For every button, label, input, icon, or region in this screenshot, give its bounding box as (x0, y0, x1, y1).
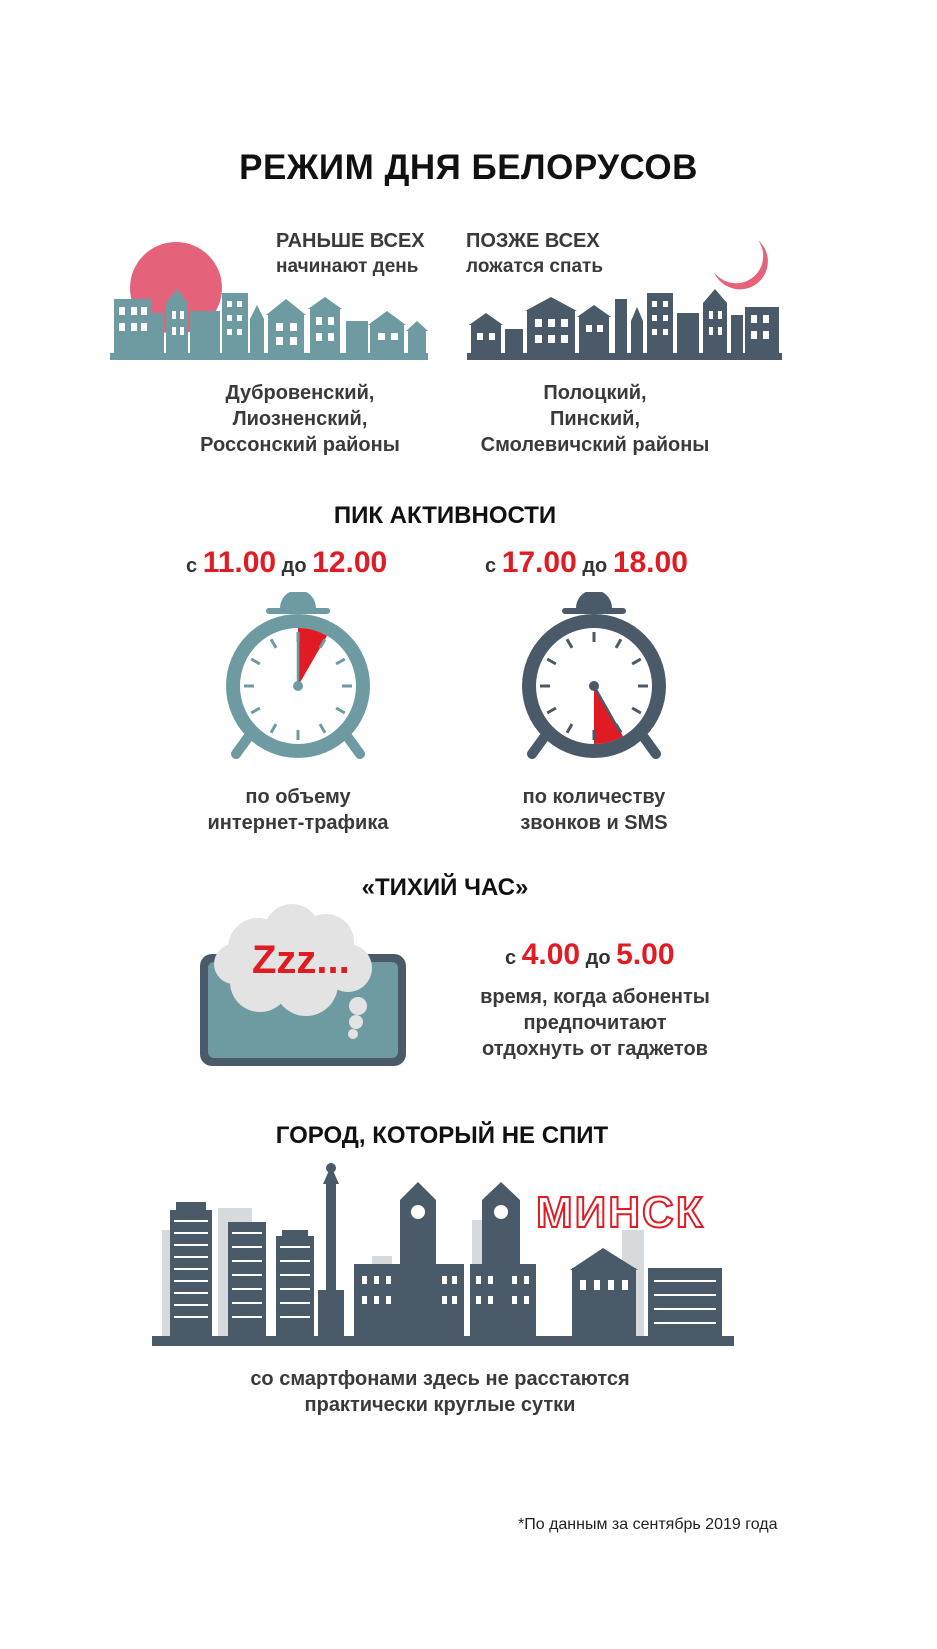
late-heading-block (466, 228, 603, 280)
late-heading: ПОЗЖЕ ВСЕХ (466, 230, 600, 252)
alarm-clock-right-icon (514, 592, 674, 762)
peak-right-to-word: до (582, 555, 608, 577)
alarm-clock-left-icon (218, 592, 378, 762)
early-region-2: Лиозненский, (232, 408, 368, 430)
early-region-1: Дубровенский, (225, 382, 375, 404)
early-subheading: начинают день (276, 256, 419, 277)
peak-right-caption (474, 784, 714, 836)
late-regions (470, 380, 720, 458)
page-title: РЕЖИМ ДНЯ БЕЛОРУСОВ (239, 148, 698, 187)
early-regions (180, 380, 420, 458)
early-heading: РАНЬШЕ ВСЕХ (276, 230, 425, 252)
peak-left-from-word: с (186, 555, 198, 577)
late-region-3: Смолевичский районы (480, 434, 710, 456)
city-caption-1: со смартфонами здесь не расстаются (250, 1368, 630, 1390)
town-skyline-right-icon (467, 285, 782, 360)
city-caption-2: практически круглые сутки (304, 1394, 576, 1416)
footnote: *По данным за сентябрь 2019 года (518, 1516, 778, 1533)
peak-left-caption (178, 784, 418, 836)
city-caption (200, 1366, 680, 1418)
quiet-caption (460, 984, 730, 1062)
late-region-1: Полоцкий, (543, 382, 647, 404)
town-skyline-left-icon (110, 285, 428, 360)
peak-right-to: 18.00 (612, 546, 688, 579)
quiet-caption-3: отдохнуть от гаджетов (482, 1038, 708, 1060)
city-name: МИНСК (536, 1188, 705, 1237)
peak-left-to: 12.00 (312, 546, 388, 579)
peak-right-time (485, 546, 688, 580)
late-region-2: Пинский, (549, 408, 641, 430)
early-region-3: Россонский районы (200, 434, 400, 456)
peak-right-caption-1: по количеству (522, 786, 666, 808)
peak-right-caption-2: звонков и SMS (520, 812, 668, 834)
late-subheading: ложатся спать (466, 256, 604, 277)
peak-left-caption-1: по объему (245, 786, 351, 808)
peak-left-time (186, 546, 387, 580)
quiet-from-word: с (505, 947, 517, 969)
quiet-caption-1: время, когда абоненты (480, 986, 710, 1008)
city-heading: ГОРОД, КОТОРЫЙ НЕ СПИТ (275, 1122, 609, 1149)
quiet-to-word: до (585, 947, 611, 969)
peak-right-from-word: с (485, 555, 497, 577)
early-heading-block (276, 228, 425, 280)
quiet-time (505, 938, 675, 972)
peak-left-from: 11.00 (202, 546, 277, 579)
quiet-caption-2: предпочитают (523, 1012, 667, 1034)
peak-right-from: 17.00 (501, 546, 577, 579)
peak-heading: ПИК АКТИВНОСТИ (333, 502, 557, 529)
quiet-heading: «ТИХИЙ ЧАС» (361, 874, 529, 901)
quiet-from: 4.00 (521, 938, 581, 971)
zzz-text: Zzz... (252, 938, 350, 982)
phone-cloud-icon (196, 902, 412, 1070)
quiet-to: 5.00 (616, 938, 675, 971)
peak-left-to-word: до (281, 555, 307, 577)
peak-left-caption-2: интернет-трафика (207, 812, 389, 834)
